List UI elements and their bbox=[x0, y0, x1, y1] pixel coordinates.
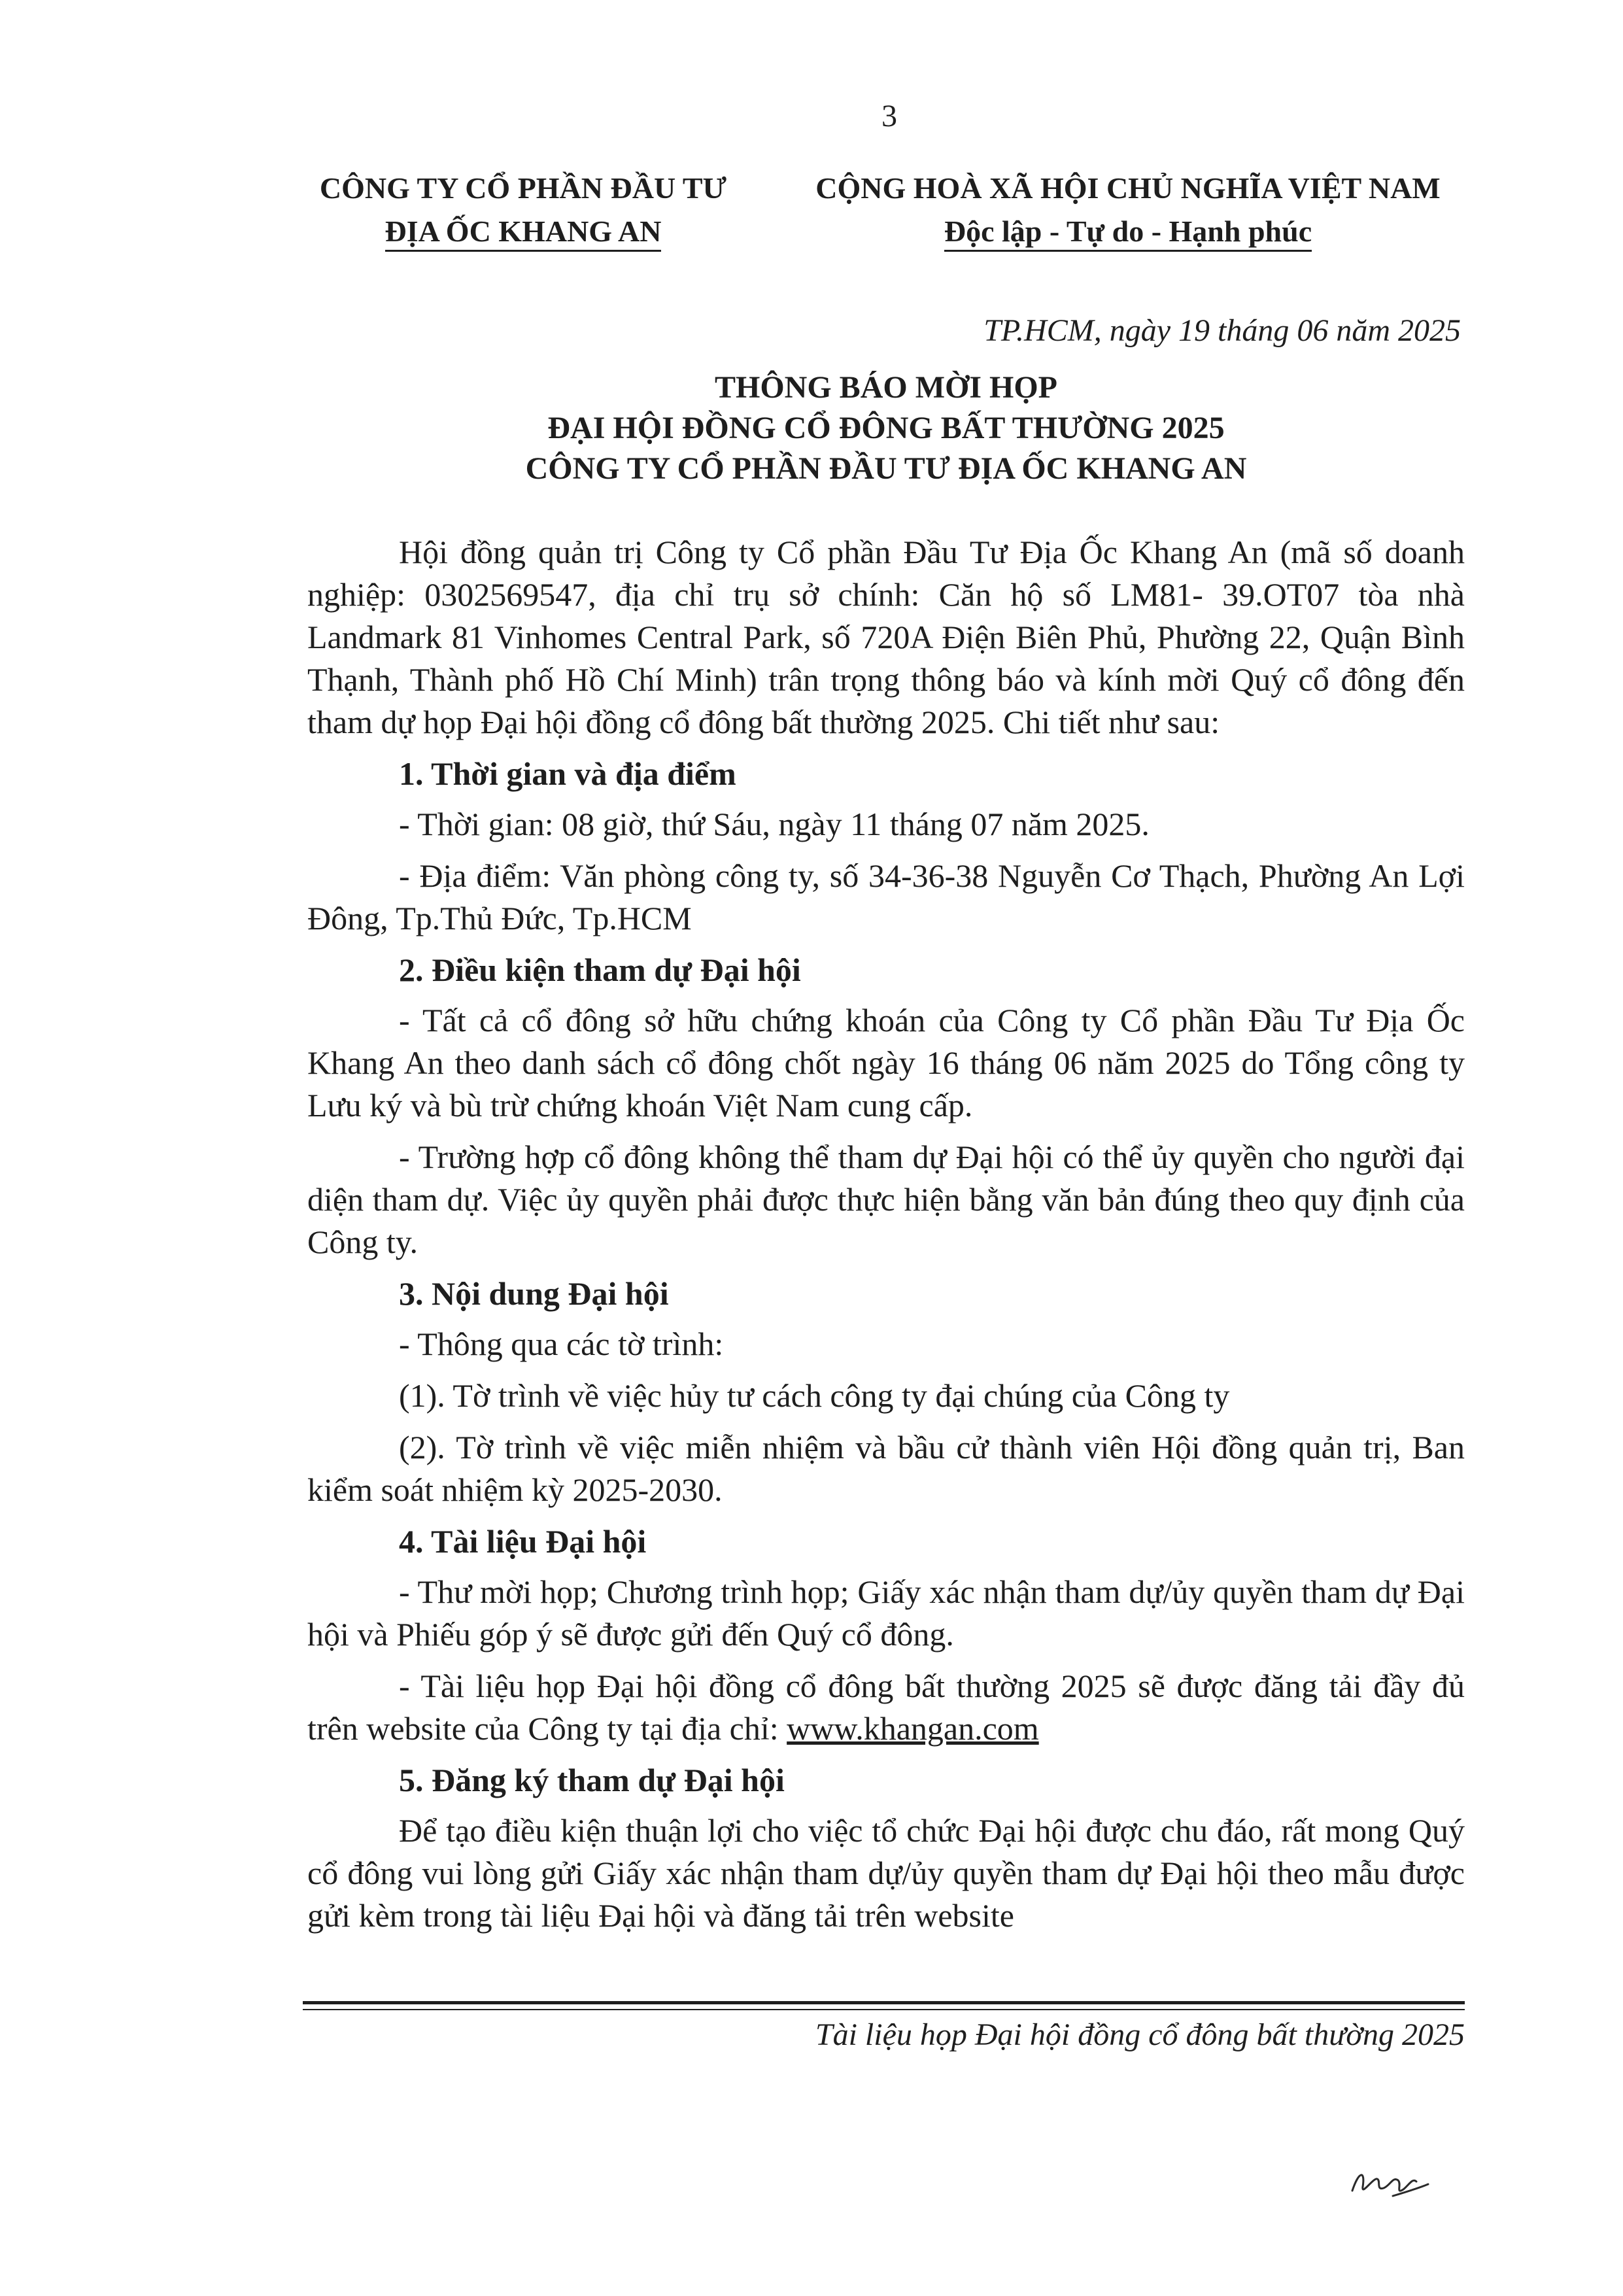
section-3-intro: - Thông qua các tờ trình: bbox=[399, 1326, 724, 1362]
section-4-documents: - Thư mời họp; Chương trình họp; Giấy xác nhận tham dự/ủy quyền tham dự Đại hội và Phiếu góp ý sẽ được gửi đến Quý cổ đông. bbox=[307, 1573, 1465, 1653]
section-4-website-paragraph bbox=[307, 1665, 1465, 1750]
section-5-registration: Để tạo điều kiện thuận lợi cho việc tổ chức Đại hội được chu đáo, rất mong Quý cổ đông vui lòng gửi Giấy xác nhận tham dự/ủy quyền tham dự Đại hội theo mẫu được gửi kèm trong tài liệu Đại hội và đăng tải trên website bbox=[307, 1812, 1465, 1934]
footer-divider-thin bbox=[303, 2009, 1465, 2010]
section-1-heading: 1. Thời gian và địa điểm bbox=[399, 755, 736, 792]
section-2-eligibility: - Tất cả cổ đông sở hữu chứng khoán của Công ty Cổ phần Đầu Tư Địa Ốc Khang An theo danh sách cổ đông chốt ngày 16 tháng 06 năm 2025 do Tổng công ty Lưu ký và bù trừ chứng khoán Việt Nam cung cấp. bbox=[307, 1002, 1465, 1123]
footer-caption: Tài liệu họp Đại hội đồng cổ đông bất thường 2025 bbox=[815, 2017, 1465, 2052]
website-link[interactable]: www.khangan.com bbox=[787, 1710, 1039, 1747]
section-1-time: - Thời gian: 08 giờ, thứ Sáu, ngày 11 tháng 07 năm 2025. bbox=[399, 806, 1150, 842]
document-title bbox=[307, 368, 1465, 489]
section-5-heading: 5. Đăng ký tham dự Đại hội bbox=[399, 1762, 785, 1798]
national-title: CỘNG HOÀ XÃ HỘI CHỦ NGHĨA VIỆT NAM bbox=[815, 171, 1441, 205]
section-4-website-text: - Tài liệu họp Đại hội đồng cổ đông bất thường 2025 sẽ được đăng tải đầy đủ trên website của Công ty tại địa chỉ: bbox=[307, 1668, 1465, 1747]
footer-divider-thick bbox=[303, 2001, 1465, 2004]
national-motto: Độc lập - Tự do - Hạnh phúc bbox=[944, 213, 1312, 252]
intro-paragraph: Hội đồng quản trị Công ty Cổ phần Đầu Tư Địa Ốc Khang An (mã số doanh nghiệp: 0302569547, địa chỉ trụ sở chính: Căn hộ số LM81- 39.OT07 tòa nhà Landmark 81 Vinhomes Central Park, số 720A Điện Biên Phủ, Phường 22, Quận Bình Thạnh, Thành phố Hồ Chí Minh) trân trọng thông báo và kính mời Quý cổ đông đến tham dự họp Đại hội đồng cổ đông bất thường 2025. Chi tiết như sau: bbox=[307, 534, 1465, 740]
page-number: 3 bbox=[881, 99, 897, 133]
document-body bbox=[307, 531, 1465, 1946]
section-3-item-1: (1). Tờ trình về việc hủy tư cách công ty đại chúng của Công ty bbox=[399, 1377, 1230, 1414]
document-date: TP.HCM, ngày 19 tháng 06 năm 2025 bbox=[983, 313, 1461, 348]
section-1-location: - Địa điểm: Văn phòng công ty, số 34-36-38 Nguyễn Cơ Thạch, Phường An Lợi Đông, Tp.Thủ Đức, Tp.HCM bbox=[307, 857, 1465, 936]
national-header bbox=[794, 167, 1461, 253]
section-4-heading: 4. Tài liệu Đại hội bbox=[399, 1523, 647, 1560]
section-3-heading: 3. Nội dung Đại hội bbox=[399, 1275, 669, 1312]
initials-signature bbox=[1347, 2158, 1432, 2204]
company-name-line2: ĐỊA ỐC KHANG AN bbox=[385, 213, 662, 252]
section-3-item-2: (2). Tờ trình về việc miễn nhiệm và bầu cử thành viên Hội đồng quản trị, Ban kiểm soát nhiệm kỳ 2025-2030. bbox=[307, 1429, 1465, 1508]
title-line1: THÔNG BÁO MỜI HỌP bbox=[714, 370, 1057, 405]
section-2-proxy: - Trường hợp cổ đông không thể tham dự Đại hội có thể ủy quyền cho người đại diện tham dự. Việc ủy quyền phải được thực hiện bằng văn bản đúng theo quy định của Công ty. bbox=[307, 1139, 1465, 1260]
title-line2: ĐẠI HỘI ĐỒNG CỔ ĐÔNG BẤT THƯỜNG 2025 bbox=[547, 411, 1225, 445]
company-name-line1: CÔNG TY CỔ PHẦN ĐẦU TƯ bbox=[319, 171, 727, 205]
company-header bbox=[275, 167, 772, 253]
title-line3: CÔNG TY CỔ PHẦN ĐẦU TƯ ĐỊA ỐC KHANG AN bbox=[525, 451, 1247, 486]
section-2-heading: 2. Điều kiện tham dự Đại hội bbox=[399, 951, 801, 988]
